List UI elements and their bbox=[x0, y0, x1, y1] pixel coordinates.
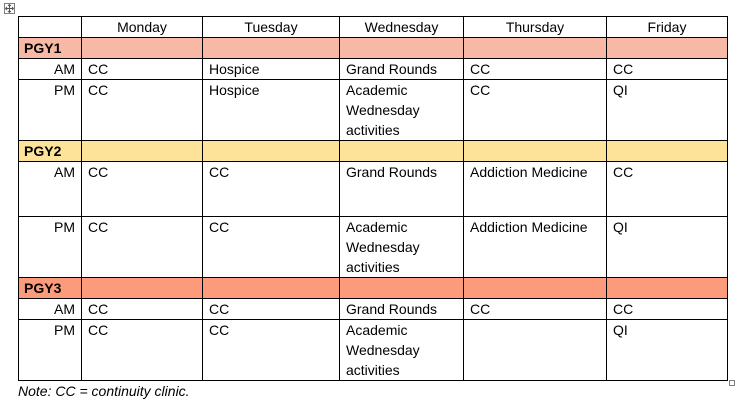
table-cell[interactable]: Academic Wednesday activities bbox=[340, 80, 464, 141]
slot-label[interactable]: PM bbox=[19, 320, 82, 381]
header-friday[interactable]: Friday bbox=[607, 17, 728, 38]
table-cell[interactable] bbox=[607, 141, 728, 162]
table-cell[interactable]: Addiction Medicine bbox=[464, 162, 607, 217]
schedule-table[interactable] bbox=[18, 16, 728, 381]
table-cell[interactable]: Grand Rounds bbox=[340, 162, 464, 217]
header-monday[interactable]: Monday bbox=[82, 17, 203, 38]
table-cell[interactable] bbox=[340, 141, 464, 162]
table-cell[interactable]: Hospice bbox=[203, 59, 340, 80]
table-note: Note: CC = continuity clinic. bbox=[18, 383, 190, 399]
header-tuesday[interactable]: Tuesday bbox=[203, 17, 340, 38]
header-corner-cell[interactable] bbox=[19, 17, 82, 38]
header-wednesday[interactable]: Wednesday bbox=[340, 17, 464, 38]
table-cell[interactable]: Hospice bbox=[203, 80, 340, 141]
table-cell[interactable]: CC bbox=[203, 162, 340, 217]
table-cell[interactable] bbox=[340, 38, 464, 59]
table-cell[interactable]: Academic Wednesday activities bbox=[340, 320, 464, 381]
table-cell[interactable] bbox=[607, 278, 728, 299]
table-cell[interactable]: CC bbox=[607, 162, 728, 217]
header-row bbox=[19, 17, 728, 38]
table-row bbox=[19, 320, 728, 381]
table-cell[interactable]: QI bbox=[607, 320, 728, 381]
slot-label[interactable]: PM bbox=[19, 217, 82, 278]
table-cell[interactable] bbox=[203, 38, 340, 59]
table-resize-handle-icon[interactable] bbox=[729, 380, 735, 386]
table-cell[interactable]: CC bbox=[464, 80, 607, 141]
table-cell[interactable]: QI bbox=[607, 80, 728, 141]
table-cell[interactable] bbox=[82, 141, 203, 162]
group-row-pgy2 bbox=[19, 141, 728, 162]
table-cell[interactable]: CC bbox=[82, 59, 203, 80]
table-cell[interactable]: CC bbox=[203, 320, 340, 381]
slot-label[interactable]: AM bbox=[19, 162, 82, 217]
table-cell[interactable]: CC bbox=[82, 320, 203, 381]
table-cell[interactable] bbox=[203, 278, 340, 299]
table-cell[interactable] bbox=[464, 141, 607, 162]
header-thursday[interactable]: Thursday bbox=[464, 17, 607, 38]
table-cell[interactable] bbox=[607, 38, 728, 59]
table-cell[interactable]: CC bbox=[607, 299, 728, 320]
slot-label[interactable]: AM bbox=[19, 299, 82, 320]
table-cell[interactable] bbox=[464, 320, 607, 381]
table-cell[interactable] bbox=[340, 278, 464, 299]
table-row bbox=[19, 59, 728, 80]
slot-label[interactable]: PM bbox=[19, 80, 82, 141]
table-cell[interactable]: CC bbox=[464, 59, 607, 80]
table-cell[interactable]: CC bbox=[203, 299, 340, 320]
group-label-pgy1[interactable]: PGY1 bbox=[19, 38, 82, 59]
table-cell[interactable]: CC bbox=[82, 80, 203, 141]
table-row bbox=[19, 162, 728, 217]
group-label-pgy2[interactable]: PGY2 bbox=[19, 141, 82, 162]
table-cell[interactable]: Grand Rounds bbox=[340, 59, 464, 80]
table-cell[interactable] bbox=[203, 141, 340, 162]
table-cell[interactable]: CC bbox=[82, 299, 203, 320]
table-row bbox=[19, 299, 728, 320]
slot-label[interactable]: AM bbox=[19, 59, 82, 80]
table-cell[interactable]: CC bbox=[203, 217, 340, 278]
table-row bbox=[19, 217, 728, 278]
table-cell[interactable]: CC bbox=[464, 299, 607, 320]
table-cell[interactable] bbox=[82, 278, 203, 299]
table-cell[interactable] bbox=[464, 278, 607, 299]
table-cell[interactable]: Grand Rounds bbox=[340, 299, 464, 320]
group-label-pgy3[interactable]: PGY3 bbox=[19, 278, 82, 299]
table-cell[interactable]: Academic Wednesday activities bbox=[340, 217, 464, 278]
group-row-pgy3 bbox=[19, 278, 728, 299]
table-cell[interactable] bbox=[464, 38, 607, 59]
table-cell[interactable]: QI bbox=[607, 217, 728, 278]
table-cell[interactable] bbox=[82, 38, 203, 59]
table-row bbox=[19, 80, 728, 141]
table-cell[interactable]: CC bbox=[82, 217, 203, 278]
table-cell[interactable]: CC bbox=[82, 162, 203, 217]
table-move-handle-icon[interactable] bbox=[4, 3, 15, 14]
group-row-pgy1 bbox=[19, 38, 728, 59]
table-cell[interactable]: Addiction Medicine bbox=[464, 217, 607, 278]
table-cell[interactable]: CC bbox=[607, 59, 728, 80]
